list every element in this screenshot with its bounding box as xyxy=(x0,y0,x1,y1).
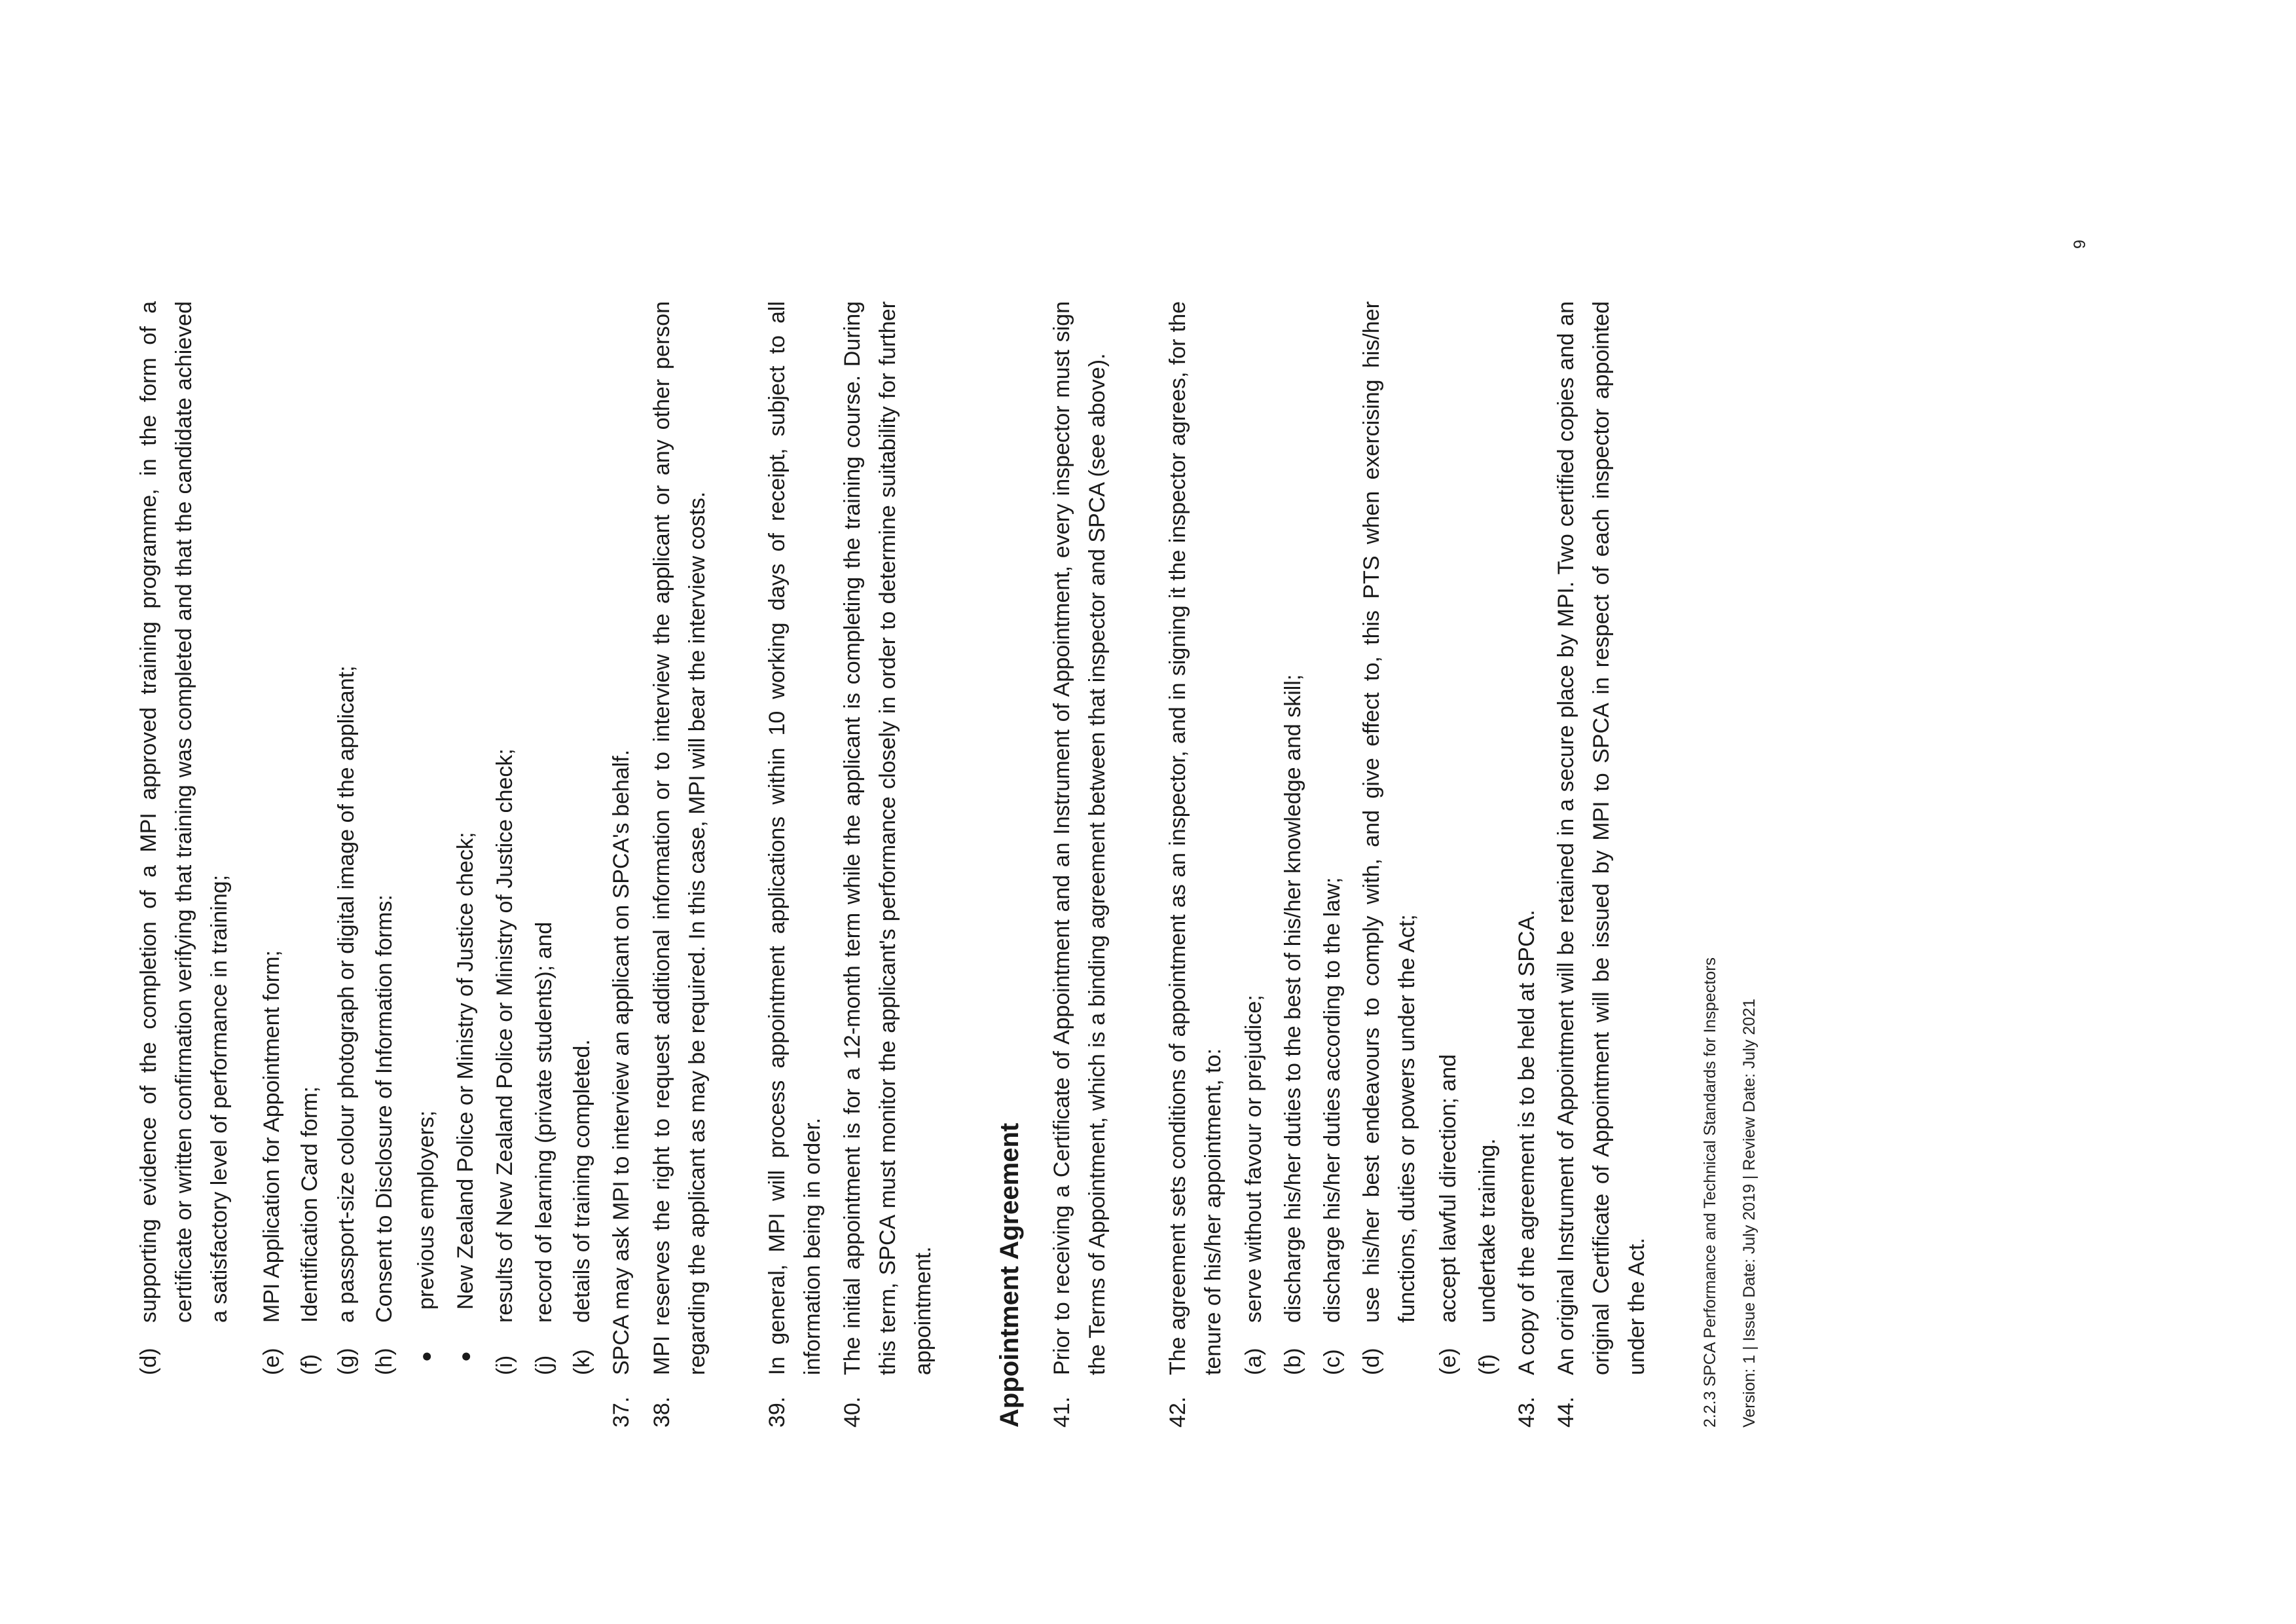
item-text: accept lawful direction; and xyxy=(1436,1054,1461,1323)
section-heading: Appointment Agreement xyxy=(995,1122,1024,1428)
list-item xyxy=(367,301,402,1375)
list-item xyxy=(487,301,522,1375)
paragraph-text: MPI reserves the right to request additional information or to interview the applicant or any other person regarding the applicant as may be required. In this case, MPI will bear the interview costs. xyxy=(649,301,710,1375)
item-marker: (g) xyxy=(334,1348,359,1375)
list-item xyxy=(564,301,600,1375)
paragraph-number: 41. xyxy=(1049,1396,1074,1428)
paragraph-number: 43. xyxy=(1514,1396,1539,1428)
item-marker: (f) xyxy=(1475,1354,1500,1375)
list-item xyxy=(292,301,327,1375)
numbered-paragraph xyxy=(1044,301,1115,1428)
item-marker: (j) xyxy=(532,1355,556,1375)
item-marker: (b) xyxy=(1281,1348,1305,1375)
numbered-paragraph xyxy=(1509,301,1544,1428)
paragraph-number: 42. xyxy=(1165,1396,1190,1428)
item-text: a passport-size colour photograph or digital image of the applicant; xyxy=(334,665,359,1323)
list-item xyxy=(526,301,562,1375)
list-item xyxy=(1470,301,1505,1375)
item-text: results of New Zealand Police or Ministry of Justice check; xyxy=(492,748,517,1323)
page-number: 9 xyxy=(2071,240,2089,249)
item-text: undertake training. xyxy=(1475,1138,1500,1323)
paragraph-text: SPCA may ask MPI to interview an applicant on SPCA's behalf. xyxy=(609,749,634,1375)
numbered-paragraph xyxy=(644,301,715,1428)
list-item xyxy=(1236,301,1271,1375)
footer-version: Version: 1 | Issue Date: July 2019 | Review Date: July 2021 xyxy=(1740,998,1758,1428)
footer-title: 2.2.3 SPCA Performance and Technical Standards for Inspectors xyxy=(1701,957,1719,1428)
paragraph-text: The agreement sets conditions of appointment as an inspector, and in signing it the inspector agrees, for the tenure of his/her appointment, to: xyxy=(1165,301,1226,1375)
bullet-item xyxy=(409,314,444,1362)
paragraph-number: 44. xyxy=(1554,1396,1578,1428)
paragraph-text: Prior to receiving a Certificate of Appointment and an Instrument of Appointment, every inspector must sign the Terms of Appointment, which is a binding agreement between that inspector and SPCA (see above). xyxy=(1049,301,1110,1375)
paragraph-number: 40. xyxy=(840,1396,865,1428)
item-text: Identification Card form; xyxy=(297,1086,322,1323)
numbered-paragraph xyxy=(1548,301,1654,1428)
numbered-paragraph xyxy=(759,301,830,1428)
paragraph-text: In general, MPI will process appointment applications within 10 working days of receipt, subject to all information being in order. xyxy=(765,301,825,1375)
list-item xyxy=(1354,301,1425,1375)
item-text: supporting evidence of the completion of a MPI approved training programme, in the form of a certificate or written confirmation verifying that training was completed and that the candidate achieved a satisfactory level of performance in training; xyxy=(136,301,232,1323)
item-marker: (a) xyxy=(1241,1348,1266,1375)
list-item xyxy=(254,301,289,1375)
item-text: serve without favour or prejudice; xyxy=(1241,995,1266,1323)
item-text: details of training completed. xyxy=(570,1039,594,1323)
item-marker: (e) xyxy=(1436,1348,1461,1375)
item-text: MPI Application for Appointment form; xyxy=(259,950,284,1323)
bullet-icon: ● xyxy=(416,1351,436,1362)
paragraph-text: A copy of the agreement is to be held at SPCA. xyxy=(1514,910,1539,1375)
numbered-paragraph xyxy=(835,301,941,1428)
item-marker: (d) xyxy=(136,1348,161,1375)
item-text: use his/her best endeavours to comply with, and give effect to, this PTS when exercising his/her functions, duties or powers under the Act; xyxy=(1359,301,1419,1323)
list-item xyxy=(329,301,364,1375)
paragraph-number: 39. xyxy=(765,1396,790,1428)
paragraph-number: 38. xyxy=(649,1396,674,1428)
bullet-item xyxy=(448,314,483,1362)
list-item xyxy=(1430,301,1466,1375)
item-marker: (c) xyxy=(1320,1349,1345,1375)
item-text: Consent to Disclosure of Information forms: xyxy=(372,895,397,1323)
item-marker: (f) xyxy=(297,1354,322,1375)
numbered-paragraph xyxy=(604,301,639,1428)
list-item xyxy=(131,301,237,1375)
numbered-paragraph xyxy=(1160,301,1231,1428)
paragraph-text: An original Instrument of Appointment will be retained in a secure place by MPI. Two certified copies and an original Certificate of Appointment will be issued by MPI to SPCA in respect of each inspector appointed under the Act. xyxy=(1554,301,1649,1375)
item-text: record of learning (private students); and xyxy=(532,921,556,1323)
item-marker: (d) xyxy=(1359,1348,1384,1375)
paragraph-text: The initial appointment is for a 12-month term while the applicant is completing the training course. During this term, SPCA must monitor the applicant's performance closely in order to determine suitability for further appointment. xyxy=(840,301,936,1375)
list-item xyxy=(1275,301,1311,1375)
bullet-text: New Zealand Police or Ministry of Justice check; xyxy=(453,832,478,1310)
item-marker: (i) xyxy=(492,1355,517,1375)
bullet-text: previous employers; xyxy=(414,1110,439,1310)
item-text: discharge his/her duties according to the law; xyxy=(1320,877,1345,1323)
bullet-icon: ● xyxy=(455,1351,475,1362)
item-text: discharge his/her duties to the best of his/her knowledge and skill; xyxy=(1281,674,1305,1323)
item-marker: (e) xyxy=(259,1348,284,1375)
paragraph-number: 37. xyxy=(609,1396,634,1428)
list-item xyxy=(1315,301,1350,1375)
item-marker: (h) xyxy=(372,1348,397,1375)
item-marker: (k) xyxy=(570,1349,594,1375)
